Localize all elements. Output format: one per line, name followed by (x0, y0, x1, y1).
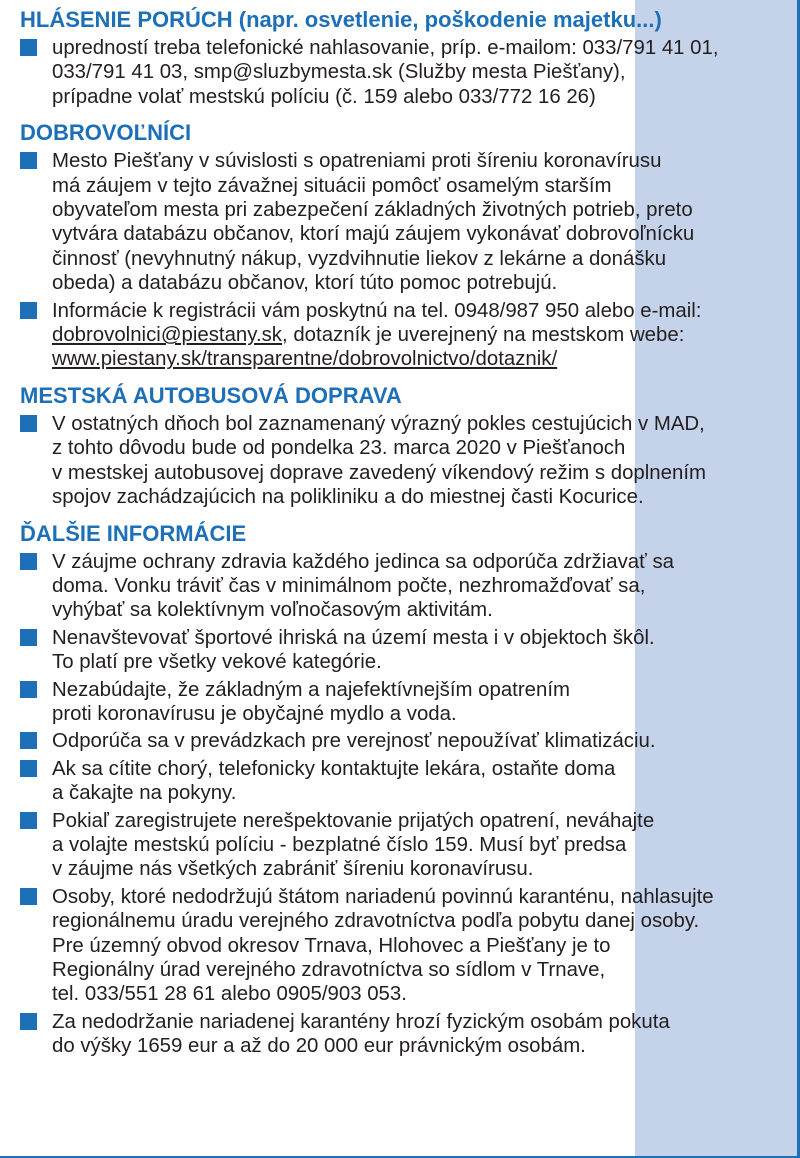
section-failure-reports (20, 6, 788, 109)
section-heading: DOBROVOĽNÍCI (20, 120, 192, 146)
text-line: Odporúča sa v prevádzkach pre verejnosť nepoužívať klimatizáciu. (52, 730, 656, 753)
square-bullet-icon (20, 629, 37, 646)
section-heading: ĎALŠIE INFORMÁCIE (20, 520, 247, 546)
text-line (52, 347, 788, 371)
text-line: a čakajte na pokyny. (52, 782, 237, 805)
list-item (20, 678, 788, 727)
text-line: v záujme nás všetkých zabrániť šíreniu koronavírusu. (52, 858, 534, 881)
square-bullet-icon (20, 553, 37, 570)
square-bullet-icon (20, 415, 37, 432)
text-line: Nenavštevovať športové ihriská na území mesta i v objektoch škôl. (52, 626, 655, 649)
square-bullet-icon (20, 888, 37, 905)
questionnaire-url-link[interactable]: www.piestany.sk/transparentne/dobrovolnictvo/dotaznik/ (52, 348, 558, 371)
text-line: V ostatných dňoch bol zaznamenaný výrazný pokles cestujúcich v MAD, (52, 412, 705, 435)
section-city-bus-transport (20, 382, 788, 510)
text-line: Osoby, ktoré nedodržujú štátom nariadenú povinnú karanténu, nahlasujte (52, 885, 714, 908)
list-item (20, 36, 788, 109)
text-line: proti koronavírusu je obyčajné mydlo a voda. (52, 702, 457, 725)
text-line: Za nedodržanie nariadenej karantény hrozí fyzickým osobám pokuta (52, 1010, 670, 1033)
list-item (20, 149, 788, 295)
text-line: regionálnemu úradu verejného zdravotníctva podľa pobytu danej osoby. (52, 910, 700, 933)
list-item (20, 412, 788, 510)
square-bullet-icon (20, 302, 37, 319)
list-item (20, 757, 788, 806)
section-heading: HLÁSENIE PORÚCH (napr. osvetlenie, poškodenie majetku...) (20, 7, 662, 32)
text-line: má záujem v tejto závažnej situácii pomôcť osamelým starším (52, 174, 612, 197)
text-line: obyvateľom mesta pri zabezpečení základných životných potrieb, preto (52, 199, 693, 222)
text-line: z tohto dôvodu bude od pondelka 23. marca 2020 v Piešťanoch (52, 437, 626, 460)
text-line: Regionálny úrad verejného zdravotníctva so sídlom v Trnave, (52, 959, 606, 981)
section-heading: MESTSKÁ AUTOBUSOVÁ DOPRAVA (20, 382, 402, 408)
text-line: vytvára databázu občanov, ktorí majú záujem vykonávať dobrovoľnícku (52, 223, 695, 246)
text-line: Pokiaľ zaregistrujete nerešpektovanie prijatých opatrení, neváhajte (52, 809, 655, 832)
text-line (52, 323, 788, 347)
text-line: do výšky 1659 eur a až do 20 000 eur právnickým osobám. (52, 1035, 586, 1058)
bullet-list (20, 149, 788, 372)
text-line: prípadne volať mestskú políciu (č. 159 alebo 033/772 16 26) (52, 85, 596, 108)
text-line: upredností treba telefonické nahlasovanie, príp. e-mailom: 033/791 41 01, (52, 37, 719, 59)
square-bullet-icon (20, 1013, 37, 1030)
square-bullet-icon (20, 39, 37, 56)
text-line: obeda) a databázu občanov, ktorí túto pomoc potrebujú. (52, 272, 558, 295)
list-item (20, 626, 788, 675)
section-further-information (20, 520, 788, 1059)
square-bullet-icon (20, 152, 37, 169)
text-line: V záujme ochrany zdravia každého jedinca sa odporúča zdržiavať sa (52, 550, 674, 573)
text-line: doma. Vonku tráviť čas v minimálnom počte, nezhromažďovať sa, (52, 574, 646, 597)
text-line: vyhýbať sa kolektívnym voľnočasovým aktivitám. (52, 599, 493, 622)
volunteer-email-link[interactable]: dobrovolnici@piestany.sk (52, 324, 283, 347)
square-bullet-icon (20, 681, 37, 698)
text-line: tel. 033/551 28 61 alebo 0905/903 053. (52, 983, 407, 1006)
text-line: a volajte mestskú políciu - bezplatné číslo 159. Musí byť predsa (52, 833, 627, 856)
bullet-list (20, 36, 788, 109)
square-bullet-icon (20, 732, 37, 749)
text-line: spojov zachádzajúcich na polikliniku a do miestnej časti Kocurice. (52, 486, 644, 509)
list-item (20, 299, 788, 372)
bullet-list (20, 412, 788, 510)
list-item (20, 729, 788, 753)
text-line: Informácie k registrácii vám poskytnú na tel. 0948/987 950 alebo e-mail: (52, 299, 702, 322)
text-line: Mesto Piešťany v súvislosti s opatreniami proti šíreniu koronavírusu (52, 150, 662, 173)
list-item (20, 809, 788, 882)
square-bullet-icon (20, 812, 37, 829)
text-line: Pre územný obvod okresov Trnava, Hlohovec a Piešťany je to (52, 934, 611, 957)
text-line: Ak sa cítite chorý, telefonicky kontaktujte lekára, ostaňte doma (52, 757, 616, 780)
text-line: činnosť (nevyhnutný nákup, vyzdvihnutie liekov z lekárne a donášku (52, 247, 667, 270)
list-item (20, 1010, 788, 1059)
section-volunteers (20, 119, 788, 372)
text-line: v mestskej autobusovej doprave zavedený víkendový režim s doplnením (52, 461, 706, 484)
text-line: 033/791 41 03, smp@sluzbymesta.sk (Služby mesta Piešťany), (52, 61, 626, 84)
email-suffix-text: , dotazník je uverejnený na mestskom webe: (282, 324, 685, 347)
list-item (20, 550, 788, 623)
square-bullet-icon (20, 760, 37, 777)
text-line: Nezabúdajte, že základným a najefektívnejším opatrením (52, 678, 570, 701)
list-item (20, 885, 788, 1007)
text-line: To platí pre všetky vekové kategórie. (52, 651, 382, 674)
bullet-list (20, 550, 788, 1059)
